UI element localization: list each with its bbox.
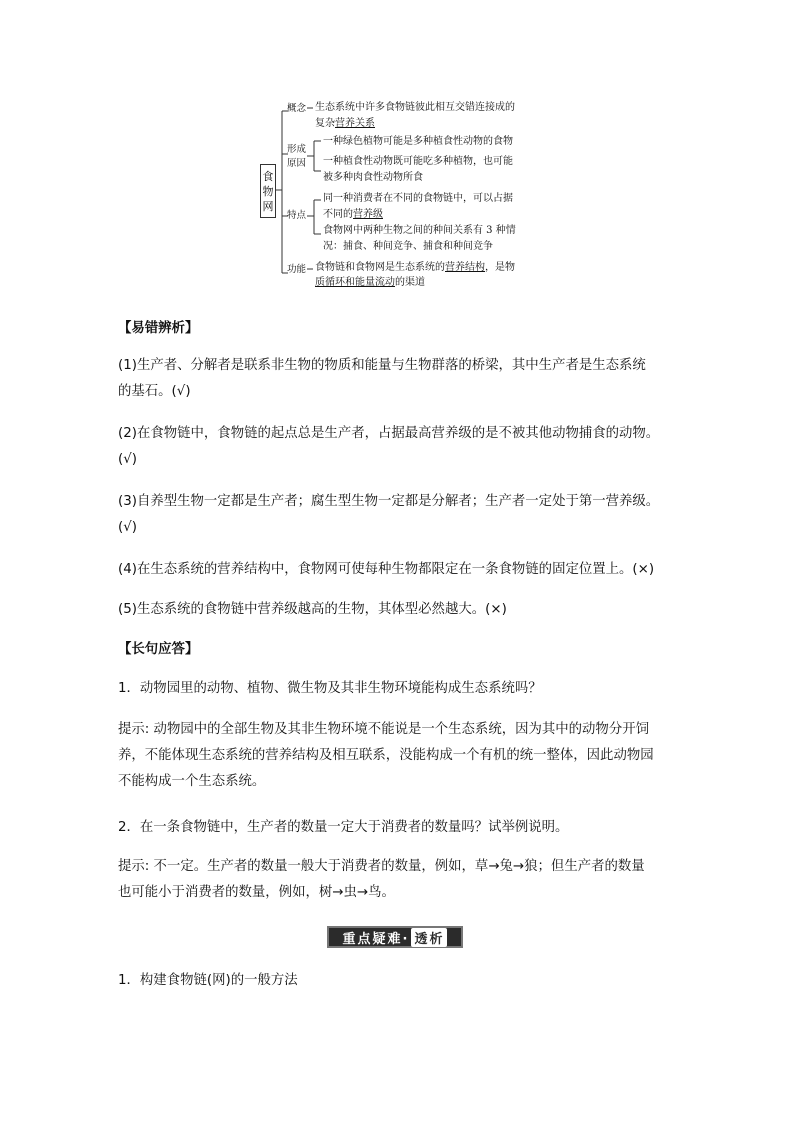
long-answer-heading: 【长句应答】: [118, 642, 199, 657]
error-item-1: (1)生产者、分解者是联系非生物的物质和能量与生物群落的桥梁，其中生产者是生态系统 的基石。(√): [118, 358, 646, 399]
food-web-diagram: [258, 98, 548, 288]
feature-item2-line1: 食物网中两种生物之间的种间关系有 3 种情: [323, 225, 516, 236]
feature-item2-line2: 况：捕食、种间竞争、捕食和种间竞争: [323, 241, 493, 252]
error-item-5: (5)生态系统的食物链中营养级越高的生物，其体型必然越大。(×): [118, 602, 507, 617]
section-banner: 重点疑难· 透析: [327, 926, 463, 948]
concept-label: 概念: [287, 103, 307, 114]
function-line2: 质循环和能量流动的渠道: [315, 277, 425, 288]
feature-item1-line2: 不同的营养级: [323, 209, 383, 220]
feature-label: 特点: [287, 210, 307, 221]
formation-item2-line2: 被多种肉食性动物所食: [323, 172, 423, 183]
diagram-center-label: 食 物 网: [260, 164, 276, 218]
answer-1: 提示: 动物园中的全部生物及其非生物环境不能说是一个生态系统，因为其中的动物分开饲 养，不能体现生态系统的营养结构及相互联系，没能构成一个有机的统一整体，因此动物园 不能构成一个生态系统。: [118, 722, 654, 789]
error-item-3: (3)自养型生物一定都是生产者；腐生型生物一定都是分解者；生产者一定处于第一营养级。 (√): [118, 494, 660, 535]
feature-item1-line1: 同一种消费者在不同的食物链中，可以占据: [323, 193, 513, 204]
question-2: 2．在一条食物链中，生产者的数量一定大于消费者的数量吗？试举例说明。: [118, 820, 569, 835]
concept-line1: 生态系统中许多食物链彼此相互交错连接成的: [315, 102, 515, 113]
error-item-2: (2)在食物链中，食物链的起点总是生产者，占据最高营养级的是不被其他动物捕食的动物。 (√): [118, 426, 660, 467]
formation-label-2: 原因: [287, 158, 307, 169]
errors-heading: 【易错辨析】: [118, 321, 199, 336]
concept-line2: 复杂营养关系: [315, 118, 375, 129]
answer-2: 提示: 不一定。生产者的数量一般大于消费者的数量，例如，草→兔→狼；但生产者的数量 也可能小于消费者的数量，例如，树→虫→鸟。: [118, 859, 645, 900]
function-label: 功能: [287, 264, 307, 275]
formation-item2-line1: 一种植食性动物既可能吃多种植物，也可能: [323, 156, 513, 167]
section-1-title: 1．构建食物链(网)的一般方法: [118, 973, 298, 988]
error-item-4: (4)在生态系统的营养结构中，食物网可使每种生物都限定在一条食物链的固定位置上。(×): [118, 562, 655, 577]
function-line1: 食物链和食物网是生态系统的营养结构，是物: [315, 262, 515, 273]
formation-label-1: 形成: [287, 144, 307, 155]
formation-item1: 一种绿色植物可能是多种植食性动物的食物: [323, 136, 513, 147]
question-1: 1．动物园里的动物、植物、微生物及其非生物环境能构成生态系统吗？: [118, 681, 542, 696]
